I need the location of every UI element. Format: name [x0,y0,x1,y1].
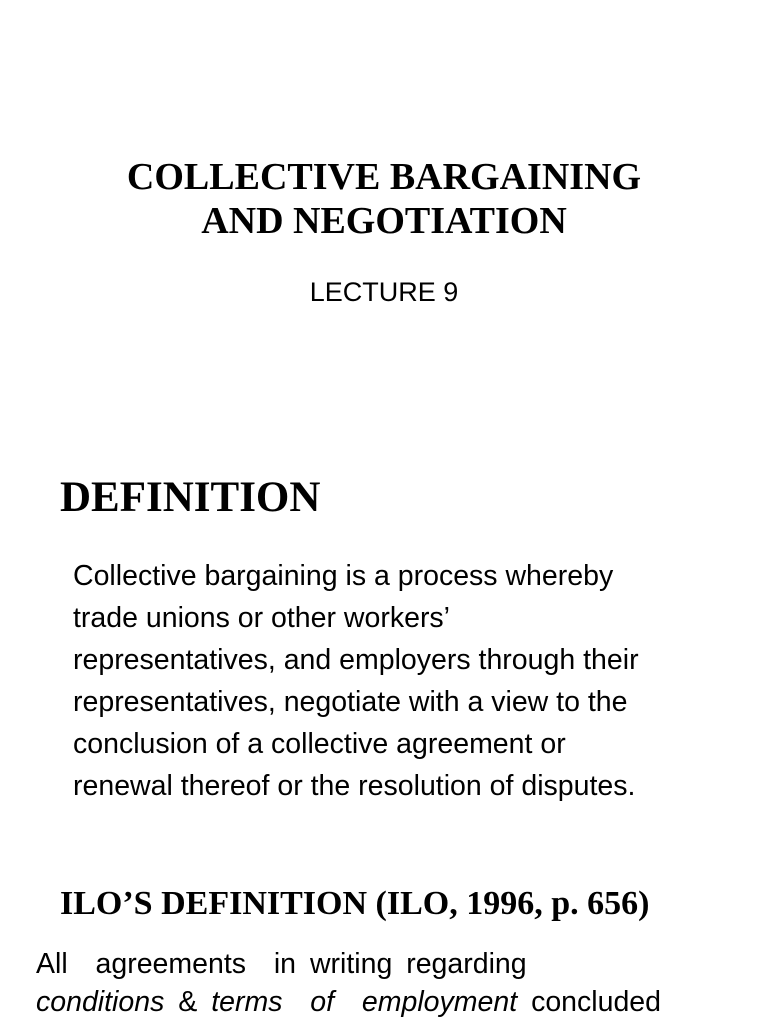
ilo-definition-body [36,945,756,1021]
ampersand: & [178,986,198,1018]
definition-heading: DEFINITION [60,474,321,521]
definition-body [73,555,753,807]
definition-line: renewal thereof or the resolution of disputes. [73,770,636,802]
ilo-definition-line-1: All agreements in writing regarding [36,948,527,980]
title-line-2: AND NEGOTIATION [201,200,567,242]
definition-line: representatives, and employers through their [73,644,639,676]
conditions-term: conditions [36,986,165,1018]
terms-of-employment-term: terms of employment [211,986,518,1018]
concluded-word: concluded [531,986,661,1018]
title-line-1: COLLECTIVE BARGAINING [126,156,642,198]
page-title [0,155,768,243]
definition-line: trade unions or other workers’ [73,602,451,634]
lecture-subtitle: LECTURE 9 [309,277,459,307]
definition-line: representatives, negotiate with a view to the [73,686,628,718]
definition-line: conclusion of a collective agreement or [73,728,566,760]
ilo-definition-heading: ILO’S DEFINITION (ILO, 1996, p. 656) [60,885,650,922]
definition-line: Collective bargaining is a process whereby [73,560,614,592]
ilo-definition-line-2 [36,983,756,1021]
